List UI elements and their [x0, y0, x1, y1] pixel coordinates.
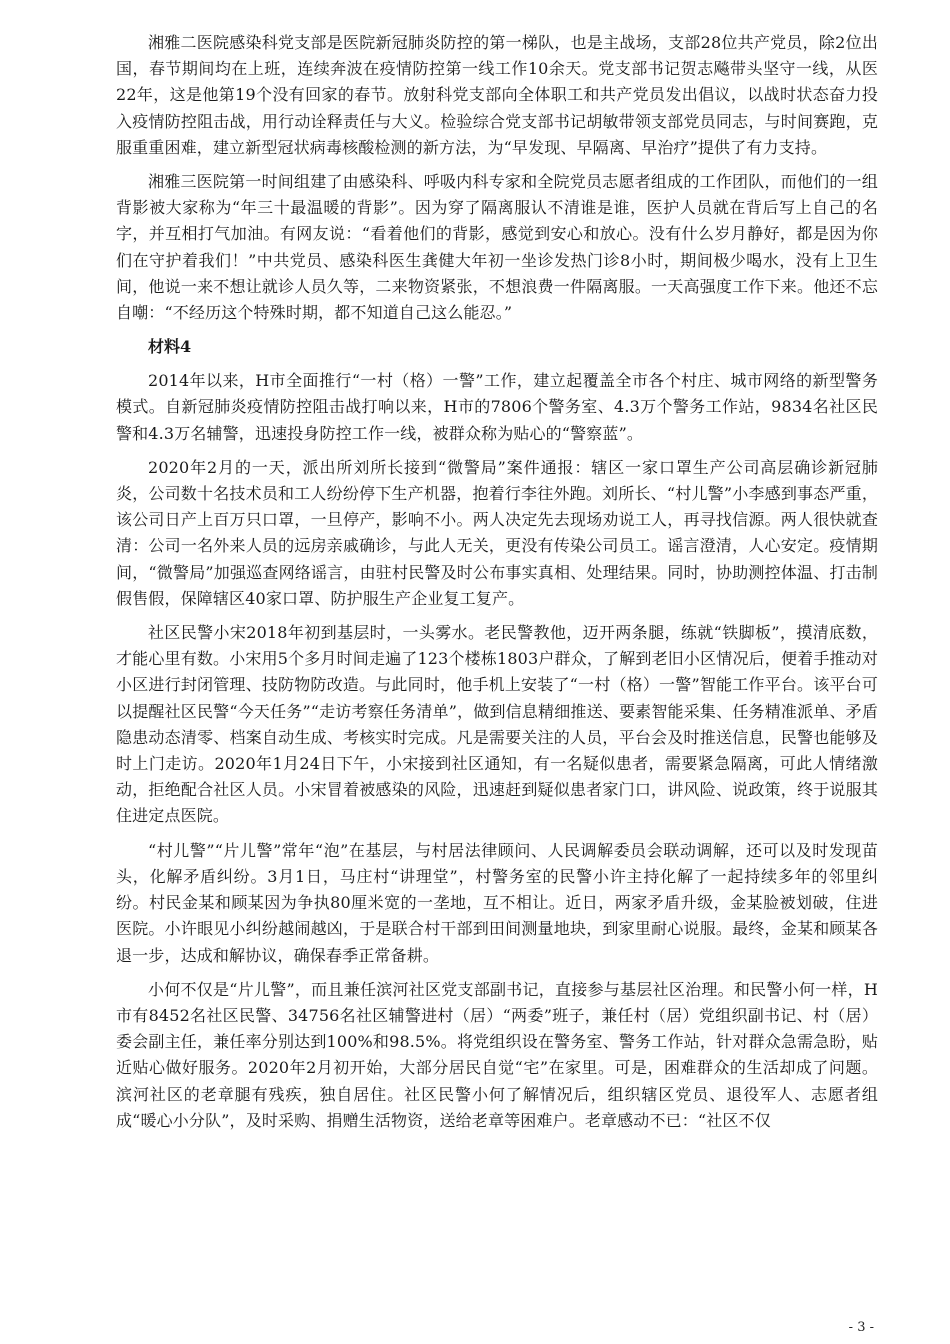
paragraph-community-police-he: 小何不仅是“片儿警”，而且兼任滨河社区党支部副书记，直接参与基层社区治理。和民警小何一样，H市有8452名社区民警、34756名社区辅警进村（居）“两委”班子，兼任村（居）党组织副书记、村（居）委会副主任，兼任率分别达到100%和98.5%。将党组织设在警务室、警务工作站，针对群众急需急盼，贴近贴心做好服务。2020年2月初开始，大部分居民自觉“宅”在家里。可是，困难群众的生活却成了问题。滨河社区的老章腿有残疾，独自居住。社区民警小何了解情况后，组织辖区党员、退役军人、志愿者组成“暖心小分队”，及时采购、捐赠生活物资，送给老章等困难户。老章感动不已：“社区不仅	[116, 979, 878, 1130]
paragraph-mask-factory-rumor: 2020年2月的一天，派出所刘所长接到“微警局”案件通报：辖区一家口罩生产公司高层确诊新冠肺炎，公司数十名技术员和工人纷纷停下生产机器，抱着行李往外跑。刘所长、“村儿警”小李感到事态严重，该公司日产上百万只口罩，一旦停产，影响不小。两人决定先去现场劝说工人，再寻找信源。两人很快就查清：公司一名外来人员的远房亲戚确诊，与此人无关，更没有传染公司员工。谣言澄清，人心安定。疫情期间，“微警局”加强巡查网络谣言，由驻村民警及时公布事实真相、处理结果。同时，协助测控体温、打击制假售假，保障辖区40家口罩、防护服生产企业复工复产。	[116, 457, 878, 608]
document-body	[116, 30, 878, 1142]
paragraph-xiangya-third-hospital: 湘雅三医院第一时间组建了由感染科、呼吸内科专家和全院党员志愿者组成的工作团队，而他们的一组背影被大家称为“年三十最温暖的背影”。因为穿了隔离服认不清谁是谁，医护人员就在背后写上自己的名字，并互相打气加油。有网友说：“看着他们的背影，感觉到安心和放心。没有什么岁月静好，都是因为你们在守护着我们！”中共党员、感染科医生龚健大年初一坐诊发热门诊8小时，期间极少喝水，没有上卫生间，他说一来不想让就诊人员久等，二来物资紧张，不想浪费一件隔离服。一天高强度工作下来。他还不忘自嘲：“不经历这个特殊时期，都不知道自己这么能忍。”	[116, 172, 878, 323]
paragraph-dispute-mediation: “村儿警”“片儿警”常年“泡”在基层，与村居法律顾问、人民调解委员会联动调解，还可以及时发现苗头，化解矛盾纠纷。3月1日，马庄村“讲理堂”，村警务室的民警小许主持化解了一起持续多年的邻里纠纷。村民金某和顾某因为争执80厘米宽的一垄地，互不相让。近日，两家矛盾升级，金某脸被划破，住进医院。小许眼见小纠纷越闹越凶，于是联合村干部到田间测量地块，到家里耐心说服。最终，金某和顾某各退一步，达成和解协议，确保春季正常备耕。	[116, 840, 878, 965]
paragraph-xiangya-second-hospital: 湘雅二医院感染科党支部是医院新冠肺炎防控的第一梯队，也是主战场，支部28位共产党员，除2位出国，春节期间均在上班，连续奔波在疫情防控第一线工作10余天。党支部书记贺志飚带头坚守一线，从医22年，这是他第19个没有回家的春节。放射科党支部向全体职工和共产党员发出倡议，以战时状态奋力投入疫情防控阻击战，用行动诠释责任与大义。检验综合党支部书记胡敏带领支部党员同志，与时间赛跑，克服重重困难，建立新型冠状病毒核酸检测的新方法，为“早发现、早隔离、早治疗”提供了有力支持。	[116, 33, 878, 157]
section-heading-material-4: 材料4	[148, 337, 192, 357]
paragraph-village-police-overview: 2014年以来，H市全面推行“一村（格）一警”工作，建立起覆盖全市各个村庄、城市网络的新型警务模式。自新冠肺炎疫情防控阻击战打响以来，H市的7806个警务室、4.3万个警务工作站，9834名社区民警和4.3万名辅警，迅速投身防控工作一线，被群众称为贴心的“警察蓝”。	[116, 371, 878, 443]
paragraph-community-police-song: 社区民警小宋2018年初到基层时，一头雾水。老民警教他，迈开两条腿，练就“铁脚板”，摸清底数，才能心里有数。小宋用5个多月时间走遍了123个楼栋1803户群众，了解到老旧小区情况后，便着手推动对小区进行封闭管理、技防物防改造。与此同时，他手机上安装了“一村（格）一警”智能工作平台。该平台可以提醒社区民警“今天任务”“走访考察任务清单”，做到信息精细推送、要素智能采集、任务精准派单、矛盾隐患动态清零、档案自动生成、考核实时完成。凡是需要关注的人员，平台会及时推送信息，民警也能够及时上门走访。2020年1月24日下午，小宋接到社区通知，有一名疑似患者，需要紧急隔离，可此人情绪激动，拒绝配合社区人员。小宋冒着被感染的风险，迅速赶到疑似患者家门口，讲风险、说政策，终于说服其住进定点医院。	[116, 623, 878, 826]
page-number: - 3 -	[848, 1320, 874, 1335]
